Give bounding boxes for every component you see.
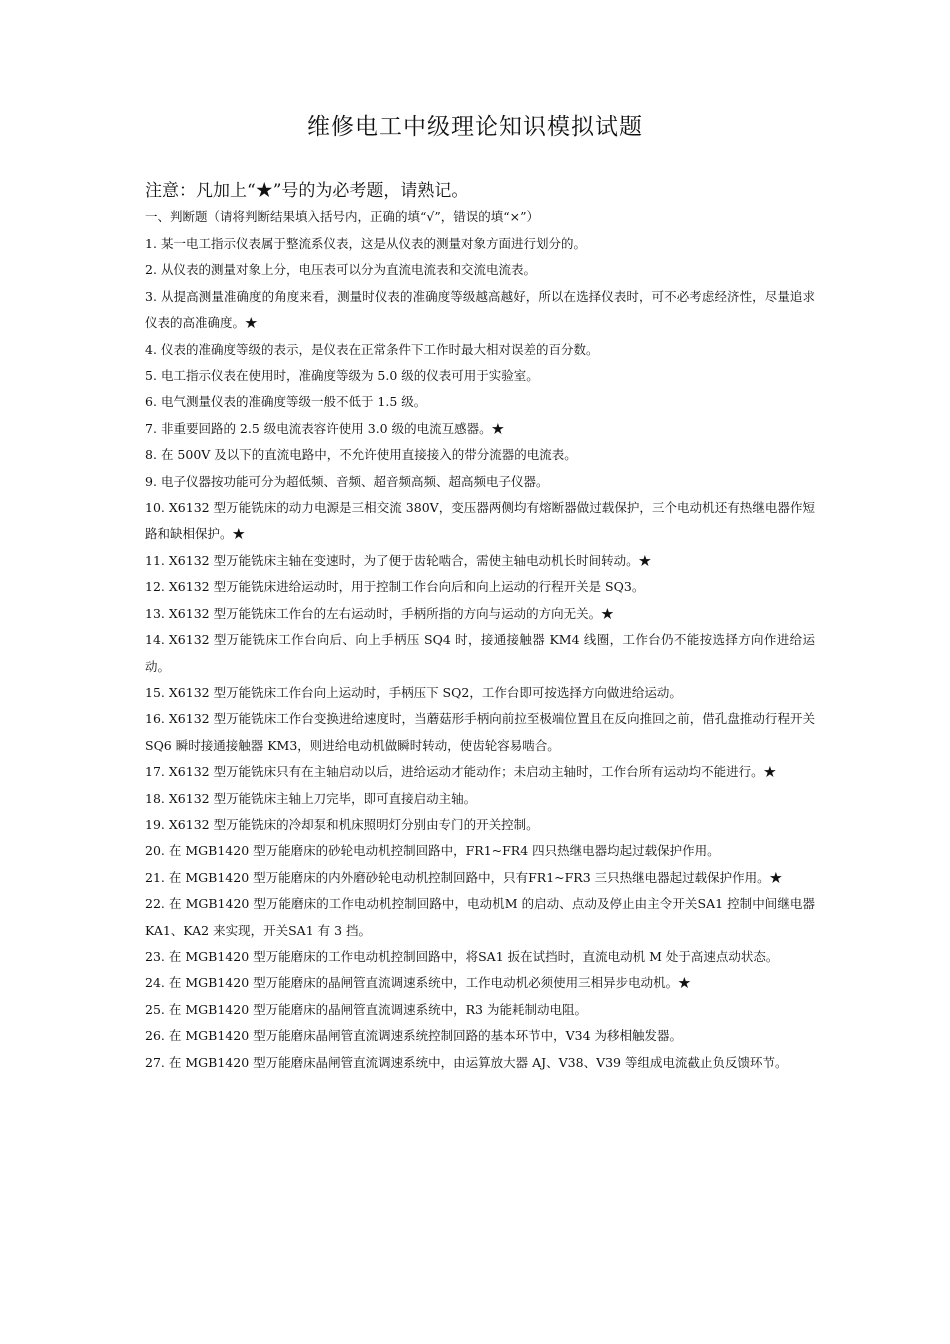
question-text: 非重要回路的 2.5 级电流表容许使用 3.0 级的电流互感器。★ bbox=[160, 420, 505, 436]
question-number: 27. bbox=[145, 1054, 165, 1070]
question-number: 18. bbox=[145, 790, 165, 806]
question-number: 13. bbox=[145, 605, 165, 621]
question-text: 电工指示仪表在使用时，准确度等级为 5.0 级的仪表可用于实验室。 bbox=[160, 368, 539, 384]
question-text: 在 MGB1420 型万能磨床晶闸管直流调速系统中，由运算放大器 AJ、V38、V39 等组成电流截止负反馈环节。 bbox=[168, 1054, 788, 1070]
question-text: 电子仪器按功能可分为超低频、音频、超音频高频、超高频电子仪器。 bbox=[160, 473, 549, 489]
question-item bbox=[145, 442, 815, 468]
question-text: 在 MGB1420 型万能磨床的晶闸管直流调速系统中，R3 为能耗制动电阻。 bbox=[168, 1001, 587, 1017]
question-number: 9. bbox=[145, 473, 157, 489]
question-item bbox=[145, 1050, 815, 1076]
question-text: X6132 型万能铣床主轴上刀完毕，即可直接启动主轴。 bbox=[168, 790, 477, 806]
question-item bbox=[145, 337, 815, 363]
question-item bbox=[145, 284, 815, 337]
question-number: 12. bbox=[145, 579, 165, 595]
question-text: 在 MGB1420 型万能磨床晶闸管直流调速系统控制回路的基本环节中，V34 为移相触发器。 bbox=[168, 1028, 683, 1044]
question-item bbox=[145, 627, 815, 680]
question-item bbox=[145, 970, 815, 996]
question-text: 仪表的准确度等级的表示，是仪表在正常条件下工作时最大相对误差的百分数。 bbox=[160, 341, 599, 357]
question-item bbox=[145, 865, 815, 891]
question-text: 在 MGB1420 型万能磨床的内外磨砂轮电动机控制回路中，只有FR1~FR3 三只热继电器起过载保护作用。★ bbox=[168, 869, 783, 885]
question-number: 7. bbox=[145, 420, 157, 436]
question-number: 24. bbox=[145, 975, 165, 991]
question-item bbox=[145, 891, 815, 944]
question-item bbox=[145, 574, 815, 600]
question-number: 19. bbox=[145, 816, 165, 832]
question-number: 1. bbox=[145, 236, 157, 251]
question-text: X6132 型万能铣床只有在主轴启动以后，进给运动才能动作；未启动主轴时，工作台所有运动均不能进行。★ bbox=[168, 764, 777, 780]
question-item bbox=[145, 601, 815, 627]
question-item bbox=[145, 389, 815, 415]
question-text: 在 500V 及以下的直流电路中，不允许使用直接接入的带分流器的电流表。 bbox=[160, 447, 577, 463]
question-item bbox=[145, 469, 815, 495]
question-text: 从提高测量准确度的角度来看，测量时仪表的准确度等级越高越好，所以在选择仪表时，可不必考虑经济性，尽量追求仪表的高准确度。★ bbox=[145, 288, 815, 331]
question-number: 11. bbox=[145, 552, 165, 568]
question-number: 17. bbox=[145, 764, 165, 780]
question-number: 3. bbox=[145, 288, 157, 304]
question-item bbox=[145, 363, 815, 389]
question-text: X6132 型万能铣床工作台的左右运动时，手柄所指的方向与运动的方向无关。★ bbox=[168, 605, 614, 621]
question-item bbox=[145, 997, 815, 1023]
question-number: 20. bbox=[145, 843, 165, 859]
question-text: X6132 型万能铣床的动力电源是三相交流 380V，变压器两侧均有熔断器做过载保护，三个电动机还有热继电器作短路和缺相保护。★ bbox=[145, 500, 815, 542]
question-text: 某一电工指示仪表属于整流系仪表，这是从仪表的测量对象方面进行划分的。 bbox=[160, 236, 586, 251]
section-heading: 一、判断题（请将判断结果填入括号内，正确的填“√”，错误的填“×”） bbox=[145, 209, 540, 224]
question-text: 电气测量仪表的准确度等级一般不低于 1.5 级。 bbox=[160, 394, 427, 410]
question-text: X6132 型万能铣床工作台向上运动时，手柄压下 SQ2，工作台即可按选择方向做进给运动。 bbox=[168, 684, 682, 700]
question-number: 26. bbox=[145, 1028, 165, 1044]
question-item bbox=[145, 786, 815, 812]
question-text: 在 MGB1420 型万能磨床的工作电动机控制回路中，电动机M 的启动、点动及停止由主令开关SA1 控制中间继电器 KA1、KA2 来实现，开关SA1 有 3 挡。 bbox=[145, 896, 815, 938]
question-item bbox=[145, 495, 815, 548]
question-item bbox=[145, 944, 815, 970]
question-item bbox=[145, 231, 815, 257]
question-item bbox=[145, 680, 815, 706]
question-number: 6. bbox=[145, 394, 157, 410]
question-text: 在 MGB1420 型万能磨床的工作电动机控制回路中，将SA1 扳在试挡时，直流电动机 M 处于高速点动状态。 bbox=[168, 948, 779, 964]
question-number: 5. bbox=[145, 368, 157, 384]
question-item bbox=[145, 812, 815, 838]
question-text: 在 MGB1420 型万能磨床的晶闸管直流调速系统中，工作电动机必须使用三相异步电动机。★ bbox=[168, 975, 691, 991]
question-number: 10. bbox=[145, 500, 165, 516]
question-text: 在 MGB1420 型万能磨床的砂轮电动机控制回路中，FR1~FR4 四只热继电器均起过载保护作用。 bbox=[168, 843, 720, 859]
question-number: 15. bbox=[145, 684, 165, 700]
question-number: 16. bbox=[145, 711, 165, 727]
question-number: 8. bbox=[145, 447, 157, 463]
question-number: 23. bbox=[145, 948, 165, 964]
question-item bbox=[145, 548, 815, 574]
notice-text: 注意：凡加上“★”号的为必考题，请熟记。 bbox=[145, 181, 469, 201]
question-number: 25. bbox=[145, 1001, 165, 1017]
question-number: 2. bbox=[145, 262, 157, 278]
question-text: X6132 型万能铣床工作台变换进给速度时，当蘑菇形手柄向前拉至极端位置且在反向推回之前，借孔盘推动行程开关 SQ6 瞬时接通接触器 KM3，则进给电动机做瞬时转动，使齿轮容易啮合。 bbox=[145, 711, 815, 753]
question-text: X6132 型万能铣床进给运动时，用于控制工作台向后和向上运动的行程开关是 SQ3。 bbox=[168, 579, 645, 595]
document-title: 维修电工中级理论知识模拟试题 bbox=[307, 114, 643, 140]
question-item bbox=[145, 257, 815, 283]
question-number: 22. bbox=[145, 896, 165, 912]
question-item bbox=[145, 706, 815, 759]
question-text: X6132 型万能铣床的冷却泵和机床照明灯分别由专门的开关控制。 bbox=[168, 816, 539, 832]
question-item bbox=[145, 416, 815, 442]
question-item bbox=[145, 838, 815, 864]
question-text: X6132 型万能铣床主轴在变速时，为了便于齿轮啮合，需使主轴电动机长时间转动。★ bbox=[168, 552, 652, 568]
question-text: 从仪表的测量对象上分，电压表可以分为直流电流表和交流电流表。 bbox=[160, 262, 536, 278]
question-number: 21. bbox=[145, 869, 165, 885]
question-number: 14. bbox=[145, 632, 165, 648]
question-number: 4. bbox=[145, 341, 157, 357]
question-item bbox=[145, 1023, 815, 1049]
question-item bbox=[145, 759, 815, 785]
question-text: X6132 型万能铣床工作台向后、向上手柄压 SQ4 时，接通接触器 KM4 线圈，工作台仍不能按选择方向作进给运动。 bbox=[145, 632, 815, 674]
question-list bbox=[145, 231, 815, 1076]
